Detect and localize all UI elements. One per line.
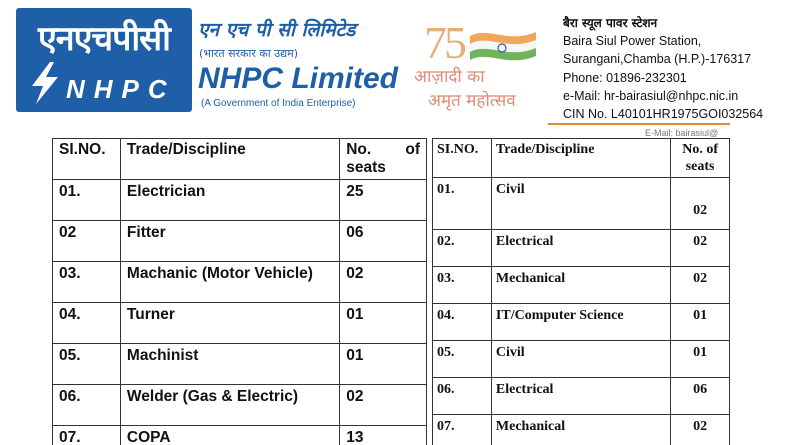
table-row: [53, 221, 427, 262]
row-sl-no: 04.: [53, 303, 121, 344]
row-sl-no: 05.: [53, 344, 121, 385]
azadi-emblem: [410, 14, 555, 114]
row-trade: Welder (Gas & Electric): [120, 385, 339, 426]
header-seats-seats: seats: [685, 159, 715, 174]
header-seats-seats: seats: [346, 159, 386, 176]
phone-number: Phone: 01896-232301: [563, 70, 687, 85]
emblem-number: 75: [424, 17, 464, 68]
row-trade: Electrical: [491, 230, 670, 267]
header-seats: [671, 139, 730, 178]
emblem-line-1: आज़ादी का: [414, 67, 485, 87]
header-seats-no: No.: [346, 141, 372, 158]
header-trade: Trade/Discipline: [491, 139, 670, 178]
table-row: [433, 178, 730, 230]
row-seats: 02: [340, 385, 427, 426]
table-header-row: [433, 139, 730, 178]
table-row: [433, 378, 730, 415]
table-row: [433, 415, 730, 445]
station-name: Baira Siul Power Station,: [563, 34, 702, 49]
nhpc-logo: [16, 8, 192, 112]
trade-seats-table: [52, 138, 427, 445]
row-sl-no: 04.: [433, 304, 492, 341]
row-sl-no: 01.: [433, 178, 492, 230]
logo-latin-text: NHPC: [66, 74, 176, 104]
row-sl-no: 02.: [433, 230, 492, 267]
company-sub-hindi: (भारत सरकार का उद्यम): [199, 47, 298, 60]
row-seats: 13: [340, 426, 427, 445]
row-trade: Electrician: [120, 180, 339, 221]
row-sl-no: 05.: [433, 341, 492, 378]
table-row: [53, 303, 427, 344]
row-seats: 02: [671, 230, 730, 267]
row-seats: 25: [340, 180, 427, 221]
row-seats: 02: [340, 262, 427, 303]
row-sl-no: 03.: [53, 262, 121, 303]
table-row: [53, 426, 427, 445]
table-row: [53, 385, 427, 426]
header-seats-of: of: [405, 141, 420, 158]
row-seats: 06: [340, 221, 427, 262]
row-seats: 01: [340, 344, 427, 385]
row-sl-no: 01.: [53, 180, 121, 221]
row-trade: Machanic (Motor Vehicle): [120, 262, 339, 303]
row-trade: Civil: [491, 178, 670, 230]
station-name-hindi: बैरा स्यूल पावर स्टेशन: [563, 16, 658, 30]
row-seats: 02: [671, 267, 730, 304]
row-seats: 02: [671, 415, 730, 445]
header-divider: [548, 123, 730, 125]
discipline-seats-table: [432, 138, 730, 445]
logo-hindi-text: एनएचपीसी: [38, 19, 170, 59]
header-sl-no: SI.NO.: [433, 139, 492, 178]
table-header-row: [53, 139, 427, 180]
row-seats: 02: [671, 178, 730, 230]
row-trade: Mechanical: [491, 267, 670, 304]
row-sl-no: 07.: [53, 426, 121, 445]
row-trade: Turner: [120, 303, 339, 344]
row-trade: Electrical: [491, 378, 670, 415]
row-seats: 06: [671, 378, 730, 415]
table-row: [53, 344, 427, 385]
row-trade: Machinist: [120, 344, 339, 385]
row-sl-no: 06.: [433, 378, 492, 415]
row-seats: 01: [671, 304, 730, 341]
row-seats: 01: [671, 341, 730, 378]
cut-email-line: E-Mail: bairasiul@: [645, 128, 719, 138]
header-seats-no-of: No. of: [682, 142, 718, 157]
row-trade: COPA: [120, 426, 339, 445]
table-row: [53, 180, 427, 221]
header-seats: [340, 139, 427, 180]
company-name-hindi: एन एच पी सी लिमिटेड: [198, 19, 356, 41]
email-address: e-Mail: hr-bairasiul@nhpc.nic.in: [563, 88, 739, 103]
station-location: Surangani,Chamba (H.P.)-176317: [563, 52, 752, 67]
cin-number: CIN No. L40101HR1975GOI032564: [563, 107, 764, 122]
table-row: [433, 341, 730, 378]
row-sl-no: 03.: [433, 267, 492, 304]
row-trade: Mechanical: [491, 415, 670, 445]
table-row: [433, 230, 730, 267]
row-sl-no: 07.: [433, 415, 492, 445]
header-sl-no: SI.NO.: [53, 139, 121, 180]
row-seats: 01: [340, 303, 427, 344]
row-trade: Fitter: [120, 221, 339, 262]
header-trade: Trade/Discipline: [120, 139, 339, 180]
emblem-line-2: अमृत महोत्सव: [428, 91, 516, 111]
lightning-bolt-icon: [24, 60, 64, 106]
address-block: [563, 14, 764, 138]
row-trade: IT/Computer Science: [491, 304, 670, 341]
table-row: [433, 304, 730, 341]
row-sl-no: 02: [53, 221, 121, 262]
table-row: [53, 262, 427, 303]
table-row: [433, 267, 730, 304]
company-name: NHPC Limited: [198, 62, 399, 95]
row-sl-no: 06.: [53, 385, 121, 426]
flag-wave-icon: [468, 26, 538, 62]
company-subtitle: (A Government of India Enterprise): [201, 98, 356, 109]
row-trade: Civil: [491, 341, 670, 378]
